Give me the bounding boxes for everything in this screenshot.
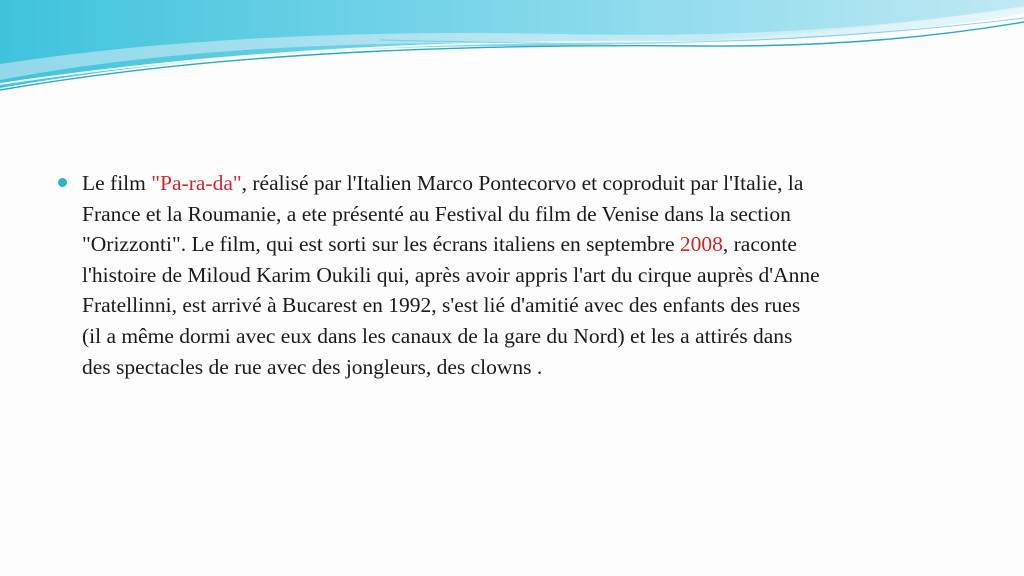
bullet-item (58, 168, 978, 382)
paragraph-line-1: Le film "Pa-ra-da", réalisé par l'Italien Marco Pontecorvo et coproduit par l'Italie, la (82, 171, 804, 195)
header-wave-decoration (0, 0, 1024, 110)
year-highlight: 2008 (679, 232, 723, 257)
paragraph-line-2: France et la Roumanie, a ete présenté au Festival du film de Venise dans la section (82, 201, 791, 226)
film-title-highlight: "Pa-ra-da" (151, 171, 242, 195)
body-paragraph (82, 168, 820, 382)
bullet-dot-icon (58, 178, 67, 187)
paragraph-line-7: des spectacles de rue avec des jongleurs, des clowns . (82, 354, 543, 379)
paragraph-line-4: l'histoire de Miloud Karim Oukili qui, après avoir appris l'art du cirque auprès d'Anne (82, 262, 820, 287)
content-area (58, 168, 978, 382)
paragraph-line-6: (il a même dormi avec eux dans les canaux de la gare du Nord) et les a attirés dans (82, 323, 793, 348)
paragraph-line-3: "Orizzonti". Le film, qui est sorti sur les écrans italiens en septembre 2008, raconte (82, 232, 797, 257)
paragraph-line-5: Fratellinni, est arrivé à Bucarest en 1992, s'est lié d'amitié avec des enfants des rues (82, 293, 801, 318)
